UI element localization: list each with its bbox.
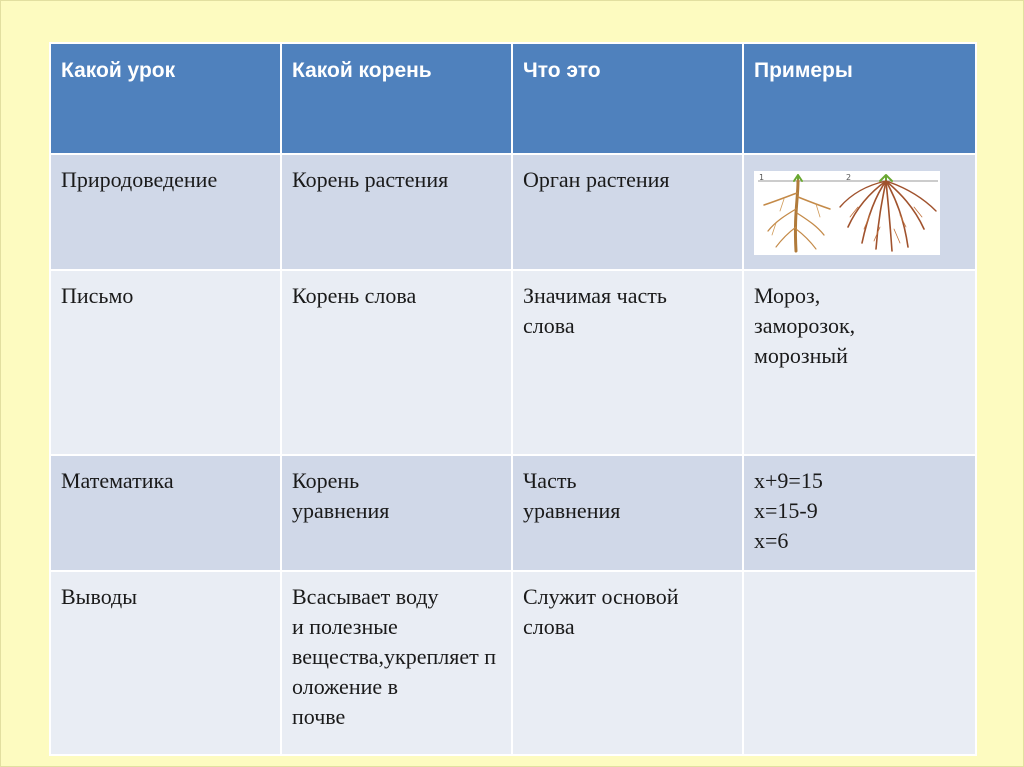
header-row: [50, 43, 976, 154]
table-row: [50, 270, 976, 455]
cell-lesson: Письмо: [50, 270, 281, 455]
lesson-table: [49, 42, 977, 756]
header-root: Какой корень: [281, 43, 512, 154]
cell-examples: х+9=15 х=15-9 х=6: [743, 455, 976, 571]
cell-lesson: Выводы: [50, 571, 281, 755]
cell-examples: Мороз, заморозок, морозный: [743, 270, 976, 455]
figure-label-2: 2: [846, 173, 852, 182]
header-examples: Примеры: [743, 43, 976, 154]
plant-roots-illustration: [754, 171, 940, 255]
cell-what: Служит основой слова: [512, 571, 743, 755]
cell-examples: [743, 571, 976, 755]
header-lesson: Какой урок: [50, 43, 281, 154]
cell-lesson: Математика: [50, 455, 281, 571]
cell-what: Часть уравнения: [512, 455, 743, 571]
cell-root: Корень уравнения: [281, 455, 512, 571]
cell-lesson: Природоведение: [50, 154, 281, 270]
cell-root: Всасывает воду и полезные вещества,укрепляет положение в почве: [281, 571, 512, 755]
cell-root: Корень растения: [281, 154, 512, 270]
header-what: Что это: [512, 43, 743, 154]
cell-examples: [743, 154, 976, 270]
figure-label-1: 1: [759, 173, 765, 182]
cell-what: Значимая часть слова: [512, 270, 743, 455]
cell-what: Орган растения: [512, 154, 743, 270]
table-row: [50, 571, 976, 755]
table-row: [50, 455, 976, 571]
cell-root: Корень слова: [281, 270, 512, 455]
table-row: [50, 154, 976, 270]
